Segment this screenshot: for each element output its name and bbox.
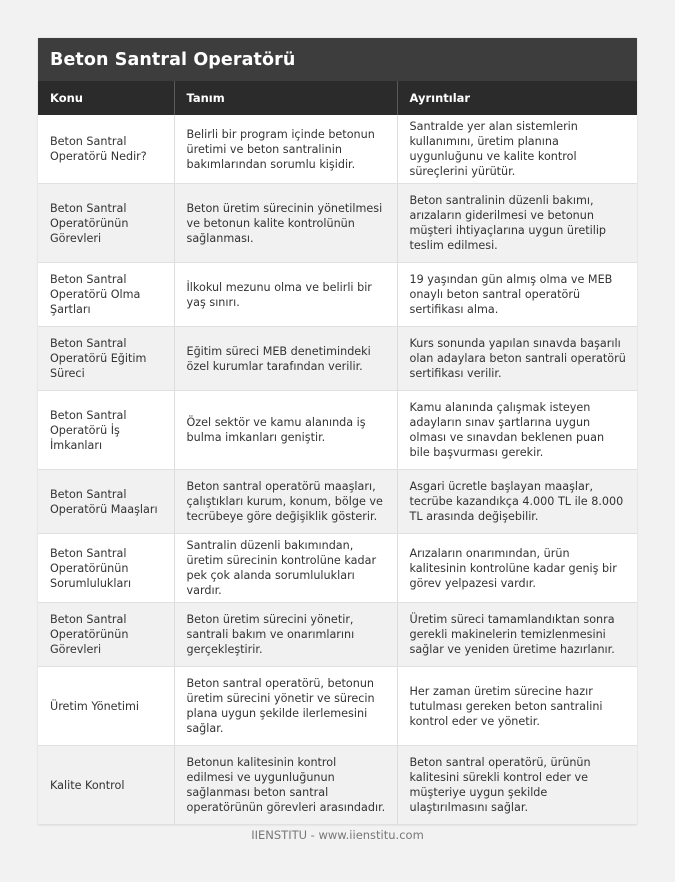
cell-definition: Betonun kalitesinin kontrol edilmesi ve uygunluğunun sağlanması beton santral operatörünün görevleri arasındadır.	[174, 746, 397, 825]
table-row	[38, 470, 637, 534]
cell-topic: Beton Santral Operatörü Maaşları	[38, 470, 174, 534]
table-row	[38, 184, 637, 263]
table-row	[38, 263, 637, 327]
cell-topic: Beton Santral Operatörü Eğitim Süreci	[38, 327, 174, 391]
cell-definition: Beton üretim sürecini yönetir, santrali bakım ve onarımlarını gerçekleştirir.	[174, 603, 397, 667]
page-title: Beton Santral Operatörü	[38, 38, 637, 81]
table-row	[38, 115, 637, 184]
cell-topic: Üretim Yönetimi	[38, 667, 174, 746]
cell-topic: Beton Santral Operatörü Nedir?	[38, 115, 174, 184]
cell-details: Kamu alanında çalışmak isteyen adayların sınav şartlarına uygun olması ve sınavdan beklenen puan bile başvurması gerekir.	[397, 391, 637, 470]
cell-details: Üretim süreci tamamlandıktan sonra gerekli makinelerin temizlenmesini sağlar ve yeniden üretime hazırlanır.	[397, 603, 637, 667]
cell-topic: Beton Santral Operatörünün Görevleri	[38, 184, 174, 263]
table-header-row	[38, 81, 637, 115]
table-row	[38, 534, 637, 603]
cell-topic: Beton Santral Operatörünün Sorumlulukları	[38, 534, 174, 603]
cell-details: Beton santral operatörü, ürünün kalitesini sürekli kontrol eder ve müşteriye uygun şekilde ulaştırılmasını sağlar.	[397, 746, 637, 825]
table-row	[38, 667, 637, 746]
cell-definition: Belirli bir program içinde betonun üretimi ve beton santralinin bakımlarından sorumlu kişidir.	[174, 115, 397, 184]
table-row	[38, 746, 637, 825]
cell-topic: Beton Santral Operatörünün Görevleri	[38, 603, 174, 667]
cell-details: Beton santralinin düzenli bakımı, arızaların giderilmesi ve betonun müşteri ihtiyaçlarına uygun üretilip teslim edilmesi.	[397, 184, 637, 263]
cell-definition: Santralin düzenli bakımından, üretim sürecinin kontrolüne kadar pek çok alanda sorumlulukları vardır.	[174, 534, 397, 603]
cell-definition: İlkokul mezunu olma ve belirli bir yaş sınırı.	[174, 263, 397, 327]
cell-details: Asgari ücretle başlayan maaşlar, tecrübe kazandıkça 4.000 TL ile 8.000 TL arasında değişebilir.	[397, 470, 637, 534]
content-card	[38, 38, 637, 825]
cell-topic: Beton Santral Operatörü İş İmkanları	[38, 391, 174, 470]
cell-topic: Beton Santral Operatörü Olma Şartları	[38, 263, 174, 327]
table-row	[38, 391, 637, 470]
info-table	[38, 81, 637, 825]
column-header-details: Ayrıntılar	[409, 91, 471, 105]
cell-definition: Beton üretim sürecinin yönetilmesi ve betonun kalite kontrolünün sağlanması.	[174, 184, 397, 263]
table-row	[38, 603, 637, 667]
cell-details: Santralde yer alan sistemlerin kullanımını, üretim planına uygunluğunu ve kalite kontrol süreçlerini yürütür.	[397, 115, 637, 184]
column-header-topic: Konu	[38, 81, 174, 115]
cell-definition: Eğitim süreci MEB denetimindeki özel kurumlar tarafından verilir.	[174, 327, 397, 391]
table-row	[38, 327, 637, 391]
cell-definition: Beton santral operatörü, betonun üretim sürecini yönetir ve sürecin plana uygun şekilde ilerlemesini sağlar.	[174, 667, 397, 746]
cell-definition: Özel sektör ve kamu alanında iş bulma imkanları geniştir.	[174, 391, 397, 470]
cell-details: Her zaman üretim sürecine hazır tutulması gereken beton santralini kontrol eder ve yönetir.	[397, 667, 637, 746]
cell-topic: Kalite Kontrol	[38, 746, 174, 825]
cell-definition: Beton santral operatörü maaşları, çalıştıkları kurum, konum, bölge ve tecrübeye göre değişiklik gösterir.	[174, 470, 397, 534]
footer-credit: IIENSTITU - www.iienstitu.com	[251, 828, 424, 842]
cell-details: Arızaların onarımından, ürün kalitesinin kontrolüne kadar geniş bir görev yelpazesi vardır.	[397, 534, 637, 603]
column-header-definition: Tanım	[174, 81, 397, 115]
cell-details: Kurs sonunda yapılan sınavda başarılı olan adaylara beton santrali operatörü sertifikası verilir.	[397, 327, 637, 391]
cell-details: 19 yaşından gün almış olma ve MEB onaylı beton santral operatörü sertifikası alma.	[397, 263, 637, 327]
